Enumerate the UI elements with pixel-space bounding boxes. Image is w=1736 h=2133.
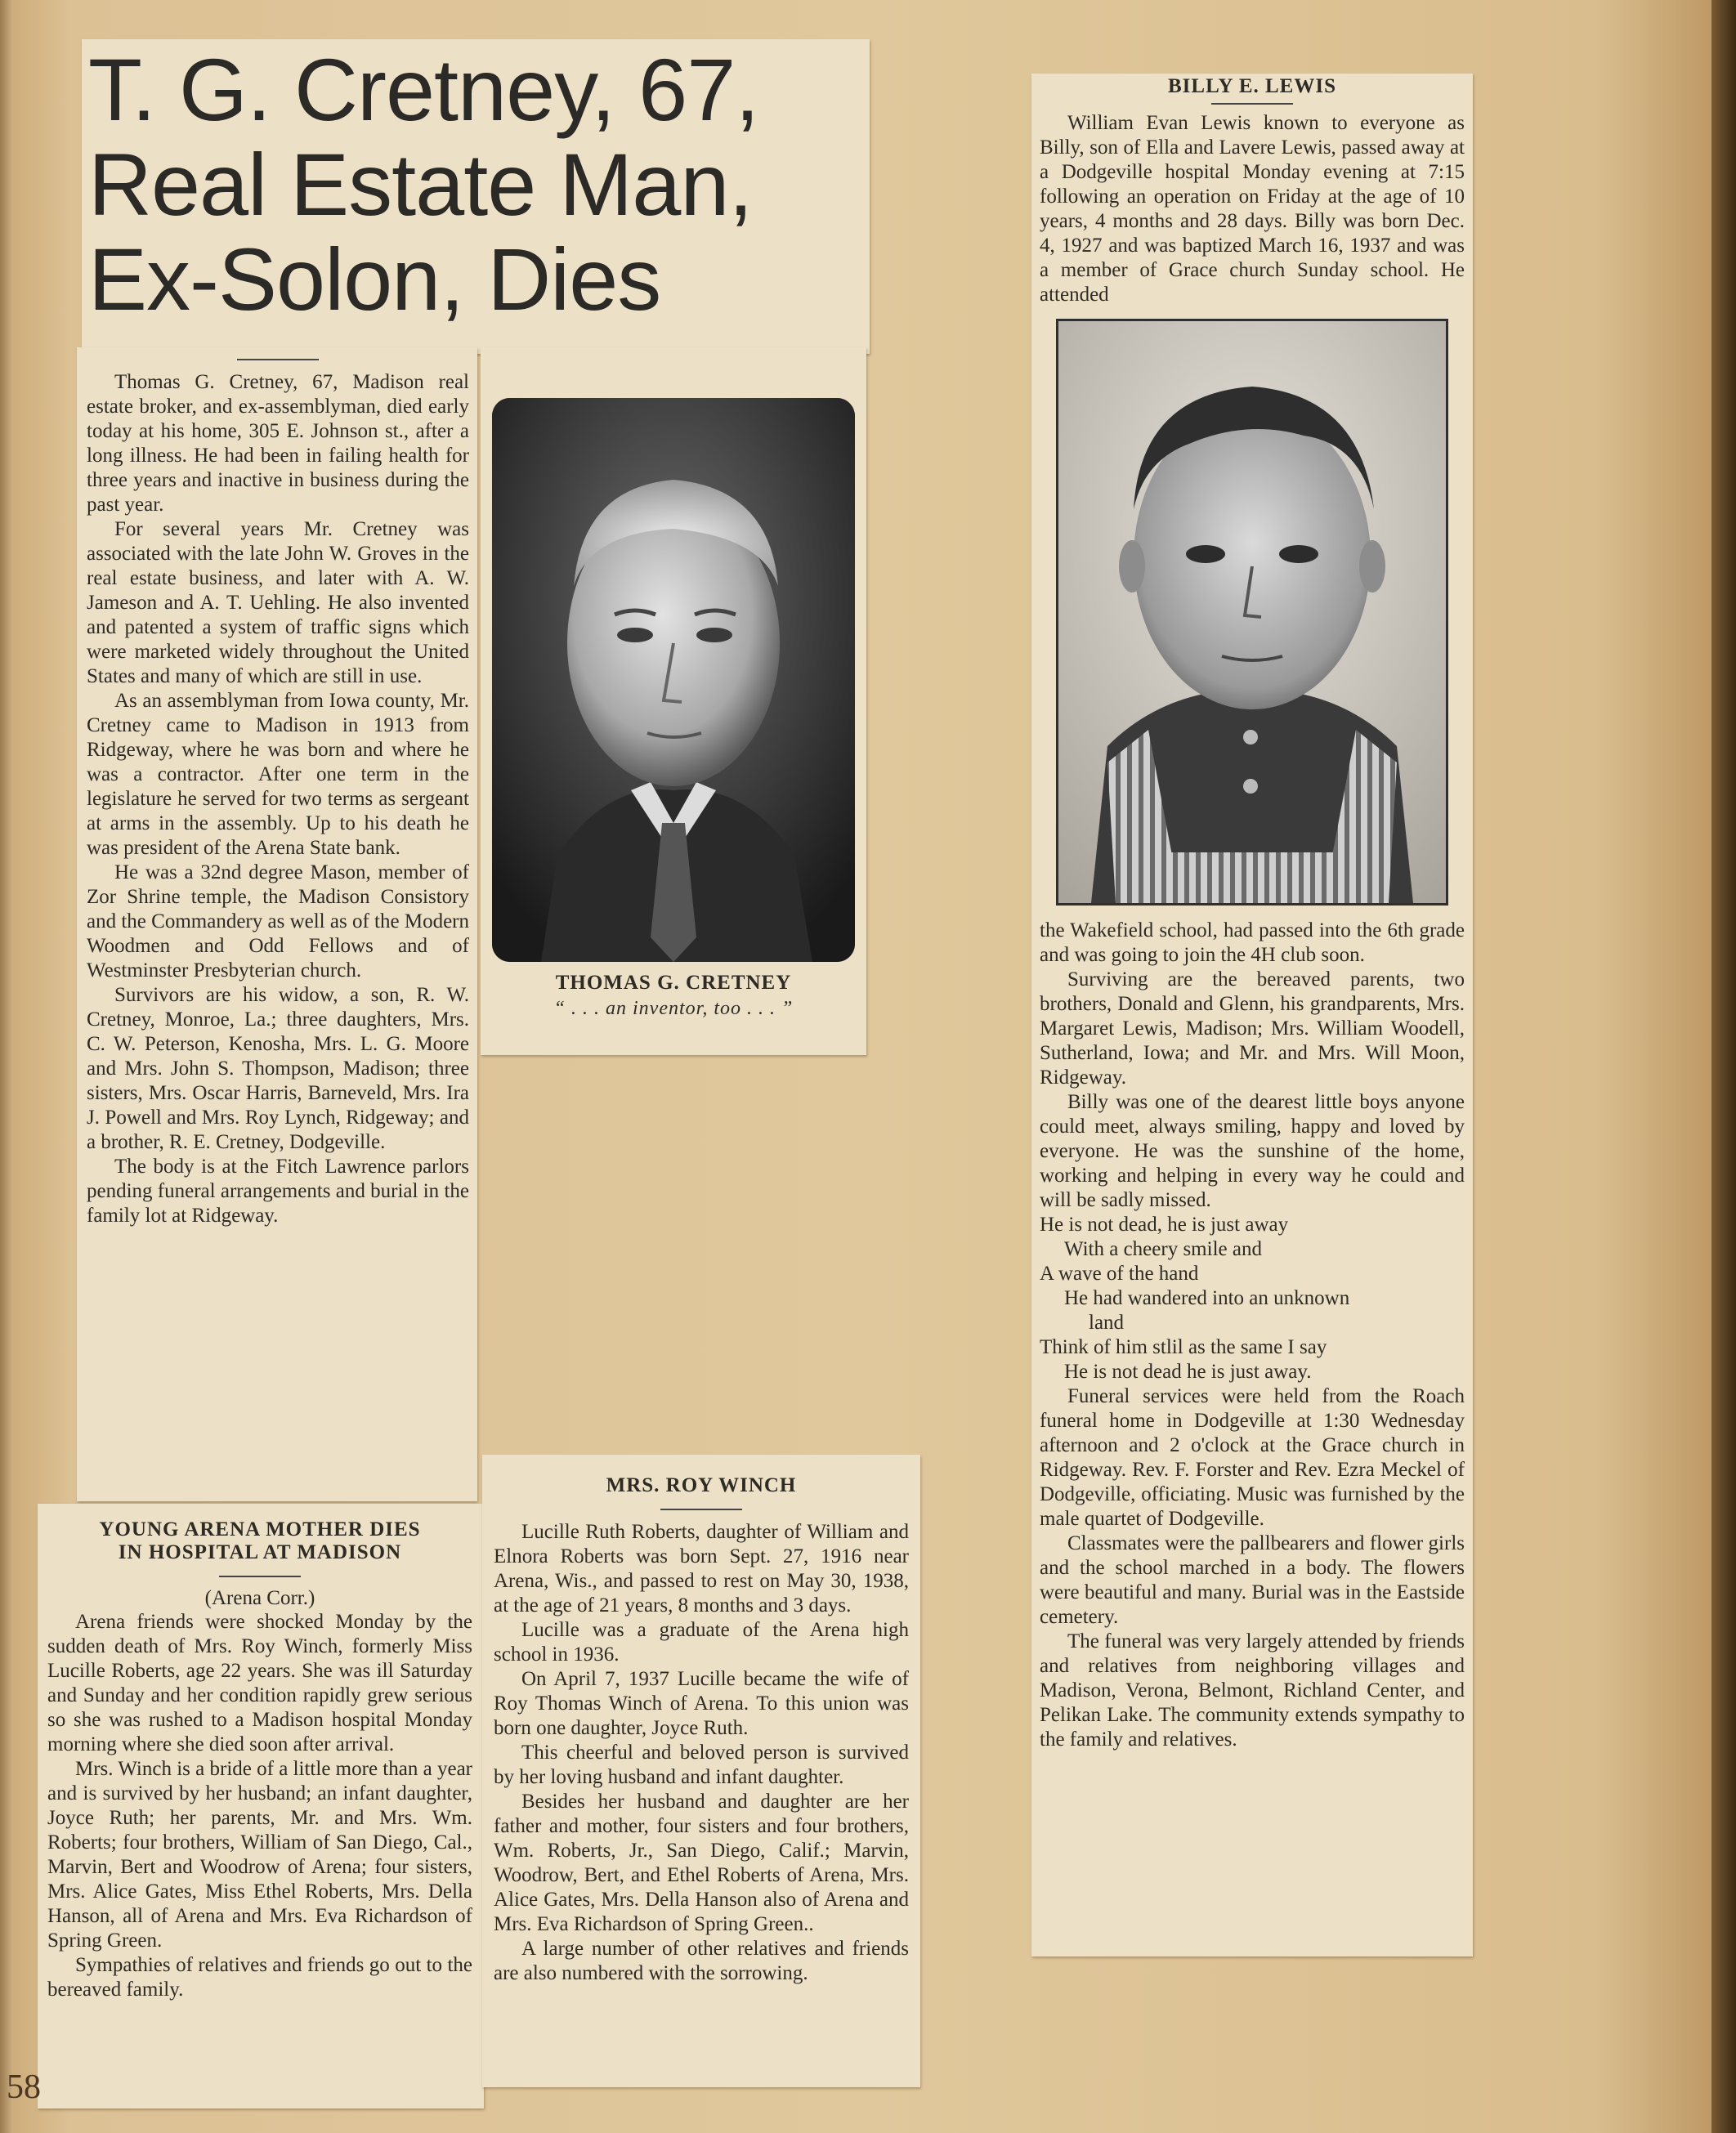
lewis-article-body-end bbox=[1040, 1384, 1465, 1752]
winch-headline: MRS. ROY WINCH bbox=[606, 1474, 797, 1496]
article-paragraph: A large number of other relatives and friends are also numbered with the sorrowing. bbox=[494, 1938, 909, 1984]
poem-line: With a cheery smile and bbox=[1064, 1238, 1262, 1260]
cretney-photo-clipping bbox=[481, 347, 866, 1055]
poem-line: He had wandered into an unknown bbox=[1064, 1287, 1350, 1309]
arena-mother-clipping bbox=[38, 1504, 484, 2108]
article-paragraph: Survivors are his widow, a son, R. W. Cretney, Monroe, La.; three daughters, Mrs. C. W. Peterson, Kenosha, Mrs. L. G. Moore and Mrs. John S. Thompson, Madison; three sisters, Mrs. Oscar Harris, Barneveld, Mrs. Ira J. Powell and Mrs. Roy Lynch, Ridgeway; and a brother, R. E. Cretney, Dodgeville. bbox=[87, 984, 469, 1153]
winch-article-body bbox=[494, 1520, 909, 1986]
article-paragraph: This cheerful and beloved person is survived by her loving husband and infant daughter. bbox=[494, 1742, 909, 1788]
handwritten-page-number: 58 bbox=[7, 2068, 41, 2106]
article-paragraph: He was a 32nd degree Mason, member of Zor Shrine temple, the Madison Consistory and the Commandery as well as of the Modern Woodmen and Odd Fellows and of Westminster Presbyterian church. bbox=[87, 861, 469, 982]
article-paragraph: The funeral was very largely attended by friends and relatives from neighboring villages and Madison, Verona, Belmont, Richland Center, and Pelikan Lake. The community extends sympathy to the family and relatives. bbox=[1040, 1630, 1465, 1751]
billy-lewis-clipping bbox=[1031, 74, 1473, 1956]
poem-line: A wave of the hand bbox=[1040, 1263, 1199, 1285]
cretney-headline bbox=[88, 42, 863, 327]
cretney-photo-subcaption: “ . . . an inventor, too . . . ” bbox=[553, 998, 794, 1019]
cretney-article-body bbox=[87, 370, 469, 1228]
article-paragraph: The body is at the Fitch Lawrence parlors pending funeral arrangements and burial in the family lot at Ridgeway. bbox=[87, 1156, 469, 1227]
cretney-portrait-photo bbox=[492, 398, 855, 962]
lewis-headline: BILLY E. LEWIS bbox=[1168, 75, 1336, 97]
lewis-article-body-bottom bbox=[1040, 919, 1465, 1213]
cretney-headline-line-1: T. G. Cretney, 67, bbox=[88, 40, 759, 139]
poem-line: Think of him stlil as the same I say bbox=[1040, 1336, 1327, 1358]
poem-line: land bbox=[1089, 1312, 1125, 1334]
article-paragraph: the Wakefield school, had passed into the 6th grade and was going to join the 4H club soon. bbox=[1040, 919, 1465, 966]
arena-article-body bbox=[47, 1610, 472, 2002]
lewis-poem bbox=[1040, 1213, 1465, 1384]
mrs-roy-winch-clipping bbox=[482, 1455, 920, 2087]
article-paragraph: Lucille Ruth Roberts, daughter of William and Elnora Roberts was born Sept. 27, 1916 near Arena, Wis., and passed to rest on May 30, 1938, at the age of 21 years, 8 months and 3 days. bbox=[494, 1521, 909, 1617]
cretney-headline-clipping bbox=[82, 39, 870, 354]
article-paragraph: Mrs. Winch is a bride of a little more than a year and is survived by her husband; an infant daughter, Joyce Ruth; her parents, Mr. and Mrs. Wm. Roberts; four brothers, William of San Diego, Cal., Marvin, Bert and Woodrow of Arena; four sisters, Mrs. Alice Gates, Miss Ethel Roberts, Mrs. Della Hanson, all of Arena and Mrs. Eva Richardson of Spring Green. bbox=[47, 1758, 472, 1952]
article-paragraph: Lucille was a graduate of the Arena high school in 1936. bbox=[494, 1619, 909, 1666]
article-paragraph: For several years Mr. Cretney was associated with the late John W. Groves in the real estate business, and later with A. W. Jameson and A. T. Uehling. He also invented and patented a system of traffic signs which were marketed widely throughout the United States and many of which are still in use. bbox=[87, 518, 469, 687]
poem-line: He is not dead, he is just away bbox=[1040, 1214, 1289, 1236]
cretney-photo-caption: THOMAS G. CRETNEY bbox=[555, 972, 792, 994]
lewis-article-body-top bbox=[1040, 111, 1465, 307]
article-paragraph: Billy was one of the dearest little boys anyone could meet, always smiling, happy and loved by everyone. He was the sunshine of the home, working and helping in every way he could and will be sadly missed. bbox=[1040, 1091, 1465, 1211]
article-paragraph: William Evan Lewis known to everyone as Billy, son of Ella and Lavere Lewis, passed away at a Dodgeville hospital Monday evening at 7:15 following an operation on Friday at the age of 10 years, 4 months and 28 days. Billy was born Dec. 4, 1927 and was baptized March 16, 1937 and was a member of Grace church Sunday school. He attended bbox=[1040, 112, 1465, 306]
page-left-edge bbox=[0, 0, 13, 2133]
billy-lewis-portrait-photo bbox=[1056, 319, 1448, 906]
article-paragraph: Sympathies of relatives and friends go out to the bereaved family. bbox=[47, 1954, 472, 2001]
article-paragraph: Classmates were the pallbearers and flower girls and the school marched in a body. The flowers were beautiful and many. Burial was in the Eastside cemetery. bbox=[1040, 1532, 1465, 1628]
article-paragraph: Funeral services were held from the Roach funeral home in Dodgeville at 1:30 Wednesday afternoon and 2 o'clock at the Grace church in Ridgeway. Rev. F. Forster and Rev. Ezra Meckel of Dodgeville, officiating. Music was furnished by the male quartet of Dodgeville. bbox=[1040, 1385, 1465, 1530]
article-paragraph: As an assemblyman from Iowa county, Mr. Cretney came to Madison in 1913 from Ridgeway, where he was born and where he was a contractor. After one term in the legislature he served for two terms as sergeant at arms in the assembly. Up to his death he was president of the Arena State bank. bbox=[87, 690, 469, 859]
cretney-headline-line-2: Real Estate Man, bbox=[88, 135, 753, 234]
article-paragraph: On April 7, 1937 Lucille became the wife of Roy Thomas Winch of Arena. To this union was born one daughter, Joyce Ruth. bbox=[494, 1668, 909, 1739]
cretney-article-column bbox=[77, 347, 477, 1501]
divider-rule bbox=[237, 359, 319, 360]
article-paragraph: Arena friends were shocked Monday by the sudden death of Mrs. Roy Winch, formerly Miss Lucille Roberts, age 22 years. She was ill Saturday and Sunday and her condition rapidly grew serious so she was rushed to a Madison hospital Monday morning where she died soon after arrival. bbox=[47, 1611, 472, 1755]
divider-rule bbox=[660, 1509, 742, 1510]
divider-rule bbox=[219, 1576, 301, 1577]
cretney-headline-line-3: Ex-Solon, Dies bbox=[88, 230, 661, 329]
article-paragraph: Thomas G. Cretney, 67, Madison real estate broker, and ex-assemblyman, died early today at his home, 305 E. Johnson st., after a long illness. He had been in failing health for three years and inactive in business during the past year. bbox=[87, 371, 469, 516]
arena-headline-line-2: IN HOSPITAL AT MADISON bbox=[118, 1541, 402, 1563]
page-binding-edge bbox=[1711, 0, 1736, 2133]
article-paragraph: Besides her husband and daughter are her father and mother, four sisters and four brothers, Wm. Roberts, Jr., San Diego, Calif.; Marvin, Woodrow, Bert, and Ethel Roberts of Arena, Mrs. Alice Gates, Mrs. Della Hanson also of Arena and Mrs. Eva Richardson of Spring Green.. bbox=[494, 1791, 909, 1935]
poem-line: He is not dead he is just away. bbox=[1064, 1361, 1312, 1383]
arena-correspondent: (Arena Corr.) bbox=[204, 1587, 315, 1609]
divider-rule bbox=[1211, 103, 1293, 105]
arena-headline-line-1: YOUNG ARENA MOTHER DIES bbox=[99, 1518, 421, 1540]
article-paragraph: Surviving are the bereaved parents, two brothers, Donald and Glenn, his grandparents, Mrs. Margaret Lewis, Madison; Mrs. William Woodell, Sutherland, Iowa; and Mr. and Mrs. Will Moon, Ridgeway. bbox=[1040, 968, 1465, 1089]
